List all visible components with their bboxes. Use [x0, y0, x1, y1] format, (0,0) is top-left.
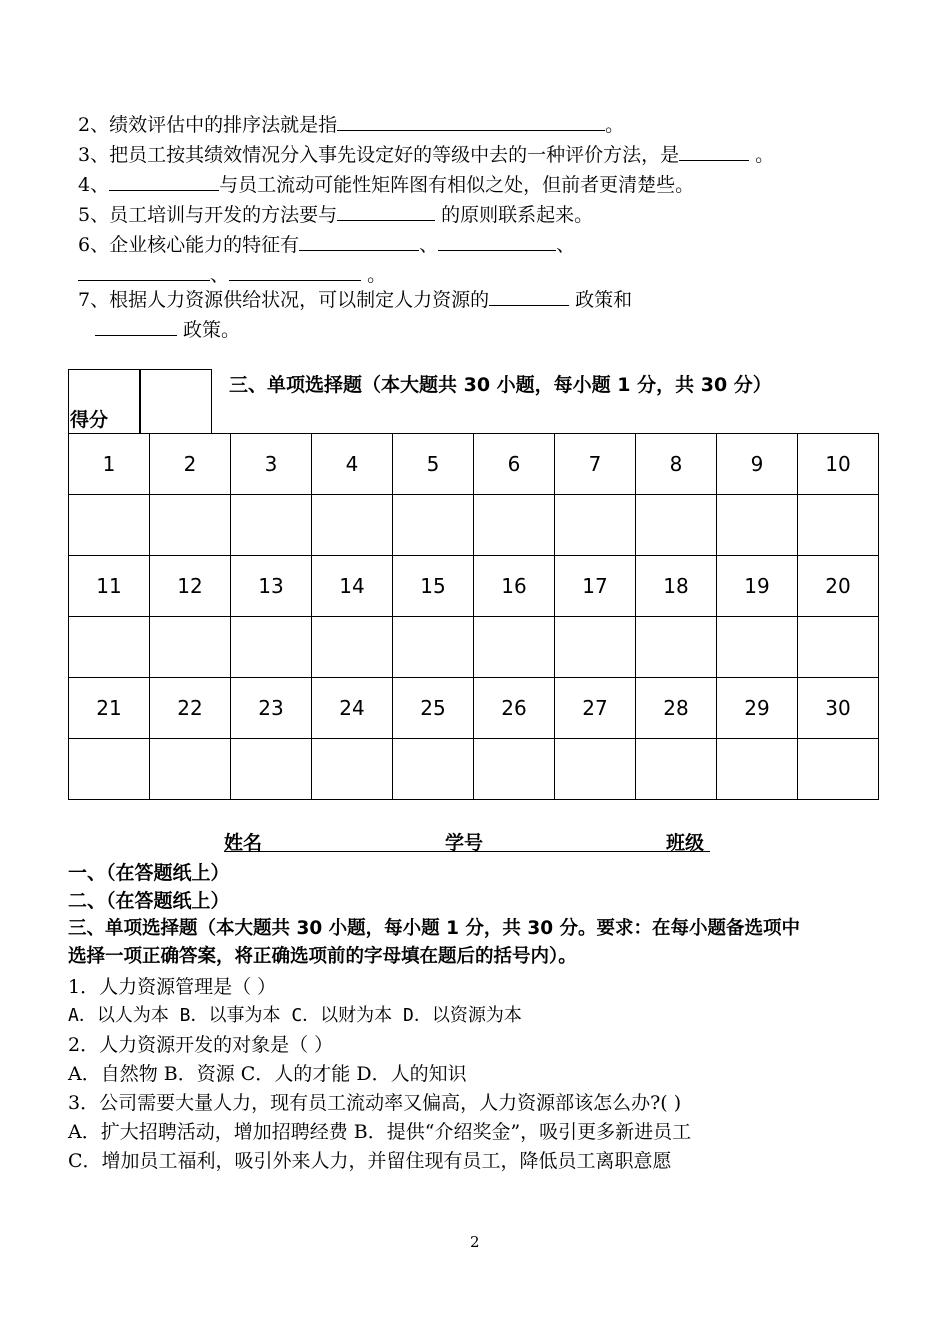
grid-cell-number: 23	[231, 678, 312, 739]
grid-answer-cell[interactable]	[150, 617, 231, 678]
grid-answer-cell[interactable]	[555, 617, 636, 678]
grid-cell-number: 24	[312, 678, 393, 739]
grid-cell-number: 10	[798, 434, 879, 495]
section3-heading: 三、单项选择题（本大题共 30 小题，每小题 1 分，共 30 分）	[229, 374, 772, 396]
grid-cell-number: 19	[717, 556, 798, 617]
page-number: 2	[470, 1233, 480, 1251]
grid-answer-cell[interactable]	[798, 739, 879, 800]
grid-cell-number: 9	[717, 434, 798, 495]
grid-number-row	[69, 434, 879, 495]
grid-answer-cell[interactable]	[393, 739, 474, 800]
grid-answer-cell[interactable]	[798, 617, 879, 678]
grid-cell-number: 17	[555, 556, 636, 617]
grid-cell-number: 21	[69, 678, 150, 739]
grid-answer-cell[interactable]	[393, 495, 474, 556]
grid-cell-number: 28	[636, 678, 717, 739]
q6-line-2: 、 。	[78, 260, 386, 287]
grid-cell-number: 12	[150, 556, 231, 617]
q6-blank-4[interactable]	[229, 262, 361, 281]
grid-cell-number: 2	[150, 434, 231, 495]
q4-blank[interactable]	[109, 172, 219, 191]
grid-answer-cell[interactable]	[474, 617, 555, 678]
grid-answer-cell[interactable]	[717, 617, 798, 678]
grid-answer-cell[interactable]	[474, 739, 555, 800]
grid-answer-cell[interactable]	[312, 617, 393, 678]
q2-line: 2、绩效评估中的排序法就是指 。	[78, 114, 625, 136]
name-label: 姓名	[224, 832, 263, 854]
grid-answer-cell[interactable]	[69, 617, 150, 678]
question-2-options: A．自然物 B．资源 C．人的才能 D．人的知识	[68, 1063, 467, 1085]
grid-cell-number: 26	[474, 678, 555, 739]
student-id-label: 学号	[445, 832, 484, 854]
score-label: 得分	[70, 409, 109, 431]
grid-answer-cell[interactable]	[555, 495, 636, 556]
grid-answer-row	[69, 617, 879, 678]
grid-cell-number: 18	[636, 556, 717, 617]
name-field[interactable]	[268, 828, 438, 850]
grid-answer-cell[interactable]	[312, 495, 393, 556]
section1-note: 一、（在答题纸上）	[68, 862, 230, 884]
q4-line: 4、 与员工流动可能性矩阵图有相似之处，但前者更清楚些。	[78, 174, 695, 196]
grid-cell-number: 4	[312, 434, 393, 495]
grid-cell-number: 13	[231, 556, 312, 617]
grid-cell-number: 20	[798, 556, 879, 617]
student-id-field[interactable]	[490, 828, 660, 850]
q6-blank-1[interactable]	[299, 232, 419, 251]
q2-blank[interactable]	[337, 112, 605, 131]
grid-cell-number: 15	[393, 556, 474, 617]
grid-cell-number: 8	[636, 434, 717, 495]
q7-line-2: 政策。	[95, 315, 240, 342]
q7-blank-1[interactable]	[489, 287, 569, 306]
grid-answer-cell[interactable]	[555, 739, 636, 800]
grid-cell-number: 11	[69, 556, 150, 617]
section2-note: 二、（在答题纸上）	[68, 890, 230, 912]
grid-answer-cell[interactable]	[150, 495, 231, 556]
q5-line: 5、员工培训与开发的方法要与 的原则联系起来。	[78, 204, 594, 226]
class-label: 班级	[666, 832, 705, 854]
grid-answer-cell[interactable]	[717, 495, 798, 556]
grid-cell-number: 14	[312, 556, 393, 617]
grid-answer-cell[interactable]	[150, 739, 231, 800]
grid-cell-number: 5	[393, 434, 474, 495]
grid-answer-cell[interactable]	[312, 739, 393, 800]
question-1-options: A．以人为本 B．以事为本 C．以财为本 D．以资源为本	[68, 1005, 522, 1026]
q5-blank[interactable]	[337, 202, 435, 221]
q7-line: 7、根据人力资源供给状况，可以制定人力资源的 政策和	[78, 289, 633, 311]
grid-answer-cell[interactable]	[69, 739, 150, 800]
score-input-box[interactable]	[139, 369, 212, 434]
grid-answer-cell[interactable]	[231, 617, 312, 678]
grid-answer-row	[69, 495, 879, 556]
grid-cell-number: 29	[717, 678, 798, 739]
grid-answer-cell[interactable]	[69, 495, 150, 556]
grid-number-row	[69, 556, 879, 617]
section3-instructions-1: 三、单项选择题（本大题共 30 小题，每小题 1 分，共 30 分。要求：在每小题备选项中	[68, 918, 801, 939]
grid-answer-cell[interactable]	[717, 739, 798, 800]
question-3: 3．公司需要大量人力，现有员工流动率又偏高，人力资源部该怎么办?( )	[68, 1092, 682, 1114]
q3-blank[interactable]	[679, 142, 749, 161]
grid-cell-number: 25	[393, 678, 474, 739]
grid-number-row	[69, 678, 879, 739]
grid-cell-number: 27	[555, 678, 636, 739]
question-3-options-ab: A．扩大招聘活动，增加招聘经费 B．提供“介绍奖金”，吸引更多新进员工	[68, 1121, 692, 1143]
section3-instructions-2: 选择一项正确答案，将正确选项前的字母填在题后的括号内）。	[68, 946, 577, 967]
question-3-option-c: C．增加员工福利，吸引外来人力，并留住现有员工，降低员工离职意愿	[68, 1150, 672, 1172]
grid-cell-number: 3	[231, 434, 312, 495]
grid-answer-cell[interactable]	[474, 495, 555, 556]
grid-answer-row	[69, 739, 879, 800]
q7-blank-2[interactable]	[95, 317, 177, 336]
grid-answer-cell[interactable]	[231, 495, 312, 556]
question-1: 1．人力资源管理是（ ）	[68, 976, 277, 998]
grid-answer-cell[interactable]	[636, 739, 717, 800]
grid-answer-cell[interactable]	[636, 495, 717, 556]
grid-answer-cell[interactable]	[393, 617, 474, 678]
grid-answer-cell[interactable]	[798, 495, 879, 556]
q3-line: 3、把员工按其绩效情况分入事先设定好的等级中去的一种评价方法，是 。	[78, 144, 775, 166]
grid-cell-number: 6	[474, 434, 555, 495]
grid-cell-number: 30	[798, 678, 879, 739]
q6-blank-3[interactable]	[78, 262, 210, 281]
answer-grid	[68, 433, 879, 800]
grid-cell-number: 22	[150, 678, 231, 739]
grid-cell-number: 16	[474, 556, 555, 617]
question-2: 2．人力资源开发的对象是（ ）	[68, 1034, 334, 1056]
grid-cell-number: 1	[69, 434, 150, 495]
grid-answer-cell[interactable]	[231, 739, 312, 800]
q6-blank-2[interactable]	[438, 232, 556, 251]
grid-answer-cell[interactable]	[636, 617, 717, 678]
q6-line: 6、企业核心能力的特征有 、 、	[78, 234, 576, 256]
grid-cell-number: 7	[555, 434, 636, 495]
